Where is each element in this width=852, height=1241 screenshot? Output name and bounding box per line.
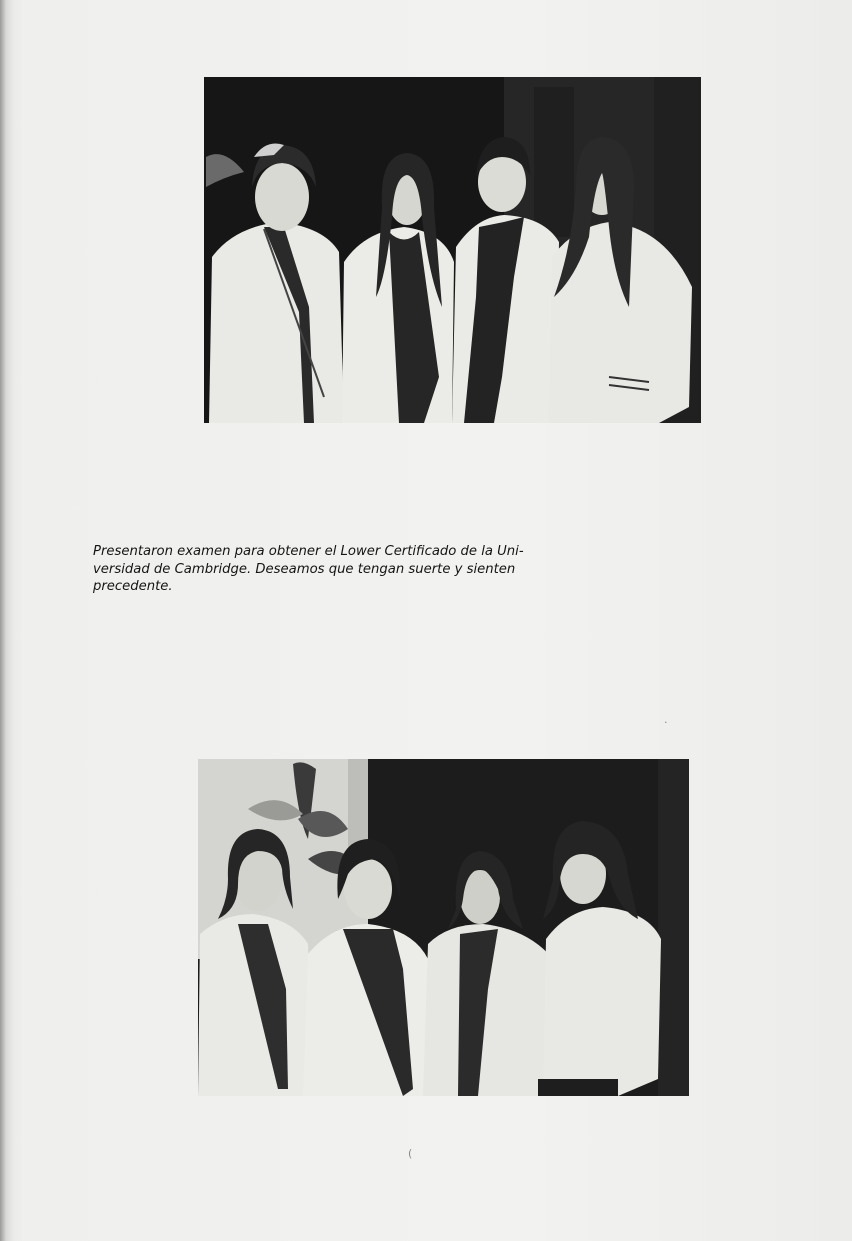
caption-line-1: Presentaron examen para obtener el Lower Certificado de la Uni-	[93, 544, 524, 559]
group-photo-bottom-image	[198, 759, 689, 1096]
group-photo-bottom	[198, 759, 689, 1096]
caption-line-2: versidad de Cambridge. Deseamos que tengan suerte y sienten	[93, 561, 516, 577]
caption-line-3: precedente.	[93, 579, 173, 594]
photo-caption	[93, 543, 545, 596]
scan-speck: ·	[664, 716, 668, 729]
scan-speck: (	[408, 1147, 413, 1160]
group-photo-top	[204, 77, 701, 423]
group-photo-top-image	[204, 77, 701, 423]
binding-edge	[0, 0, 18, 1241]
